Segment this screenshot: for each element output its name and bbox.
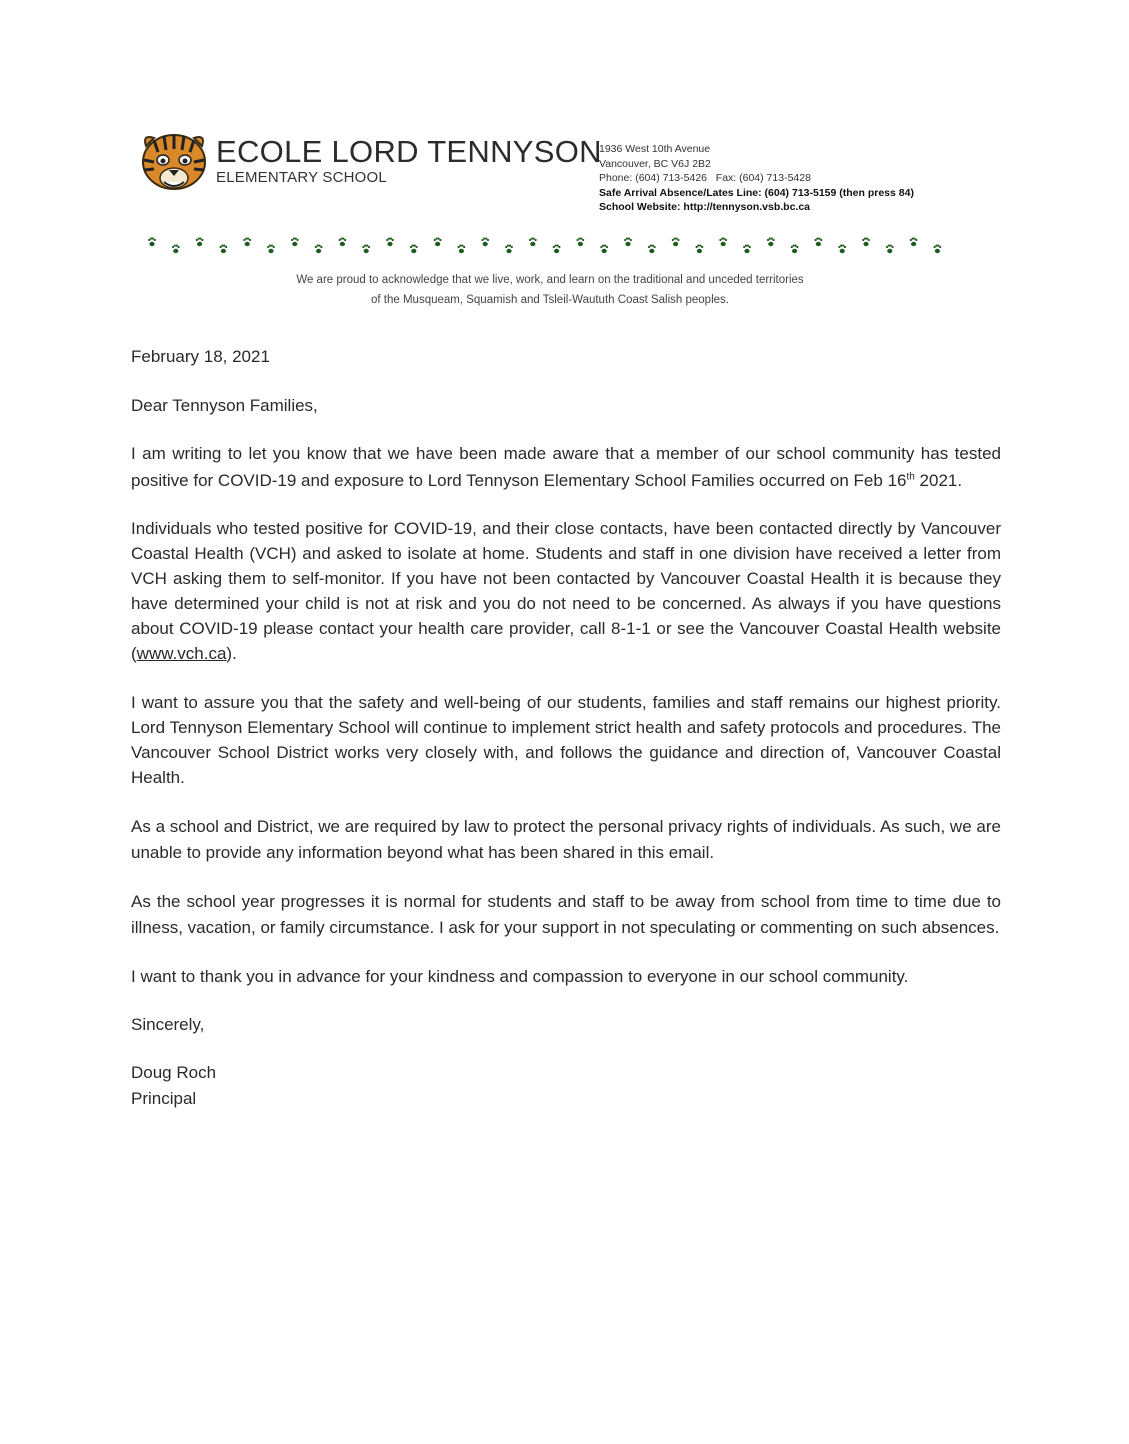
paw-print-icon bbox=[767, 238, 775, 247]
paw-print-icon bbox=[934, 245, 942, 254]
letter-greeting: Dear Tennyson Families, bbox=[131, 396, 318, 415]
fax-label: Fax: bbox=[715, 172, 737, 184]
paragraph-4: As a school and District, we are required by law to protect the personal privacy rights of individuals. As such, we are unable to provide any information beyond what has been shared in this email. bbox=[131, 817, 1001, 862]
website-label: School Website: bbox=[599, 201, 681, 213]
website-line bbox=[599, 200, 914, 215]
paragraph-2 bbox=[131, 516, 1001, 666]
paw-print-icon bbox=[886, 245, 894, 254]
paw-print-icon bbox=[505, 245, 513, 254]
paw-print-icon bbox=[386, 238, 394, 247]
tiger-logo-icon bbox=[140, 132, 208, 194]
paw-print-icon bbox=[339, 238, 347, 247]
safe-arrival-number: (604) 713-5159 (then press 84) bbox=[764, 186, 914, 199]
paw-print-icon bbox=[648, 245, 656, 254]
paw-print-icon bbox=[267, 245, 275, 254]
paw-print-icon bbox=[672, 238, 680, 247]
letter-closing: Sincerely, bbox=[131, 1015, 205, 1034]
paw-print-icon bbox=[220, 245, 228, 254]
contact-block bbox=[599, 142, 914, 215]
paw-print-icon bbox=[529, 238, 537, 247]
paw-print-icon bbox=[838, 245, 846, 254]
paragraph-3: I want to assure you that the safety and well-being of our students, families and staff remains our highest priority. Lord Tennyson Elementary School will continue to implement strict health and safety protocols and procedures. The Vancouver School District works very closely with, and follows the guidance and direction of, Vancouver Coastal Health. bbox=[131, 693, 1001, 787]
paragraph-5: As the school year progresses it is normal for students and staff to be away from school from time to time due to illness, vacation, or family circumstance. I ask for your support in not speculating or commenting on such absences. bbox=[131, 892, 1001, 937]
signer-name: Doug Roch bbox=[131, 1063, 217, 1082]
letter-body bbox=[131, 344, 1001, 1112]
paw-print-icon bbox=[624, 238, 632, 247]
safe-arrival-line bbox=[599, 186, 914, 201]
paw-print-icon bbox=[243, 238, 251, 247]
paw-print-icon bbox=[791, 245, 799, 254]
paw-print-icon bbox=[910, 238, 918, 247]
paw-print-icon bbox=[719, 238, 727, 247]
paragraph-1-text: I am writing to let you know that we have been made aware that a member of our school community has tested positive for COVID-19 and exposure to Lord Tennyson Elementary School Families occurred on Feb 16 bbox=[131, 444, 1001, 490]
paw-print-icon bbox=[172, 245, 180, 254]
letterhead bbox=[140, 128, 970, 228]
paw-print-icon bbox=[315, 245, 323, 254]
school-subtitle: ELEMENTARY SCHOOL bbox=[216, 169, 387, 186]
fax-number: (604) 713-5428 bbox=[739, 172, 811, 184]
ordinal-suffix: th bbox=[906, 471, 915, 483]
safe-arrival-label: Safe Arrival Absence/Lates Line: bbox=[599, 186, 762, 199]
school-address: 1936 West 10th Avenue bbox=[599, 143, 711, 155]
paw-print-icon bbox=[577, 238, 585, 247]
paragraph-1 bbox=[131, 440, 1001, 494]
letter-date: February 18, 2021 bbox=[131, 347, 270, 366]
paw-print-icon bbox=[600, 245, 608, 254]
acknowledgement-line-2: of the Musqueam, Squamish and Tsleil-Waututh Coast Salish peoples. bbox=[371, 294, 729, 306]
signer-title: Principal bbox=[131, 1089, 197, 1108]
phone-label: Phone: bbox=[599, 172, 633, 184]
acknowledgement-line-1: We are proud to acknowledge that we live, work, and learn on the traditional and unceded territories bbox=[296, 274, 804, 286]
phone-line bbox=[599, 171, 914, 186]
paragraph-2-text: Individuals who tested positive for COVID-19, and their close contacts, have been contacted directly by Vancouver Coastal Health (VCH) and asked to isolate at home. Students and staff in one division have received a letter from VCH asking them to self-monitor. If you have not been contacted by Vancouver Coastal Health it is because they have determined your child is not at risk and you do not need to be concerned. As always if you have questions about COVID-19 please contact your health care provider, call 8-1-1 or see the Vancouver Coastal Health website ( bbox=[131, 519, 1001, 663]
paw-print-icon bbox=[815, 238, 823, 247]
phone-number: (604) 713-5426 bbox=[635, 172, 708, 184]
paw-print-icon bbox=[696, 245, 704, 254]
paw-print-icon bbox=[291, 238, 299, 247]
paw-print-icon bbox=[743, 245, 751, 254]
school-name: ECOLE LORD TENNYSON bbox=[216, 134, 602, 169]
paw-print-icon bbox=[148, 238, 156, 247]
vch-website-link[interactable]: www.vch.ca bbox=[136, 644, 227, 663]
school-city: Vancouver, BC V6J 2B2 bbox=[599, 157, 711, 170]
paw-print-icon bbox=[434, 238, 442, 247]
paw-print-icon bbox=[410, 245, 418, 254]
website-url[interactable]: http://tennyson.vsb.bc.ca bbox=[683, 201, 811, 213]
paw-print-divider bbox=[146, 234, 958, 258]
paw-print-icon bbox=[481, 238, 489, 247]
land-acknowledgement bbox=[140, 270, 960, 310]
paragraph-1-end: 2021. bbox=[914, 471, 963, 490]
paragraph-2-end: ). bbox=[226, 644, 237, 663]
paw-print-icon bbox=[362, 245, 370, 254]
paragraph-6: I want to thank you in advance for your kindness and compassion to everyone in our school community. bbox=[131, 967, 909, 986]
paw-print-icon bbox=[553, 245, 561, 254]
paw-print-icon bbox=[862, 238, 870, 247]
paw-print-icon bbox=[196, 238, 204, 247]
paw-print-icon bbox=[458, 245, 466, 254]
